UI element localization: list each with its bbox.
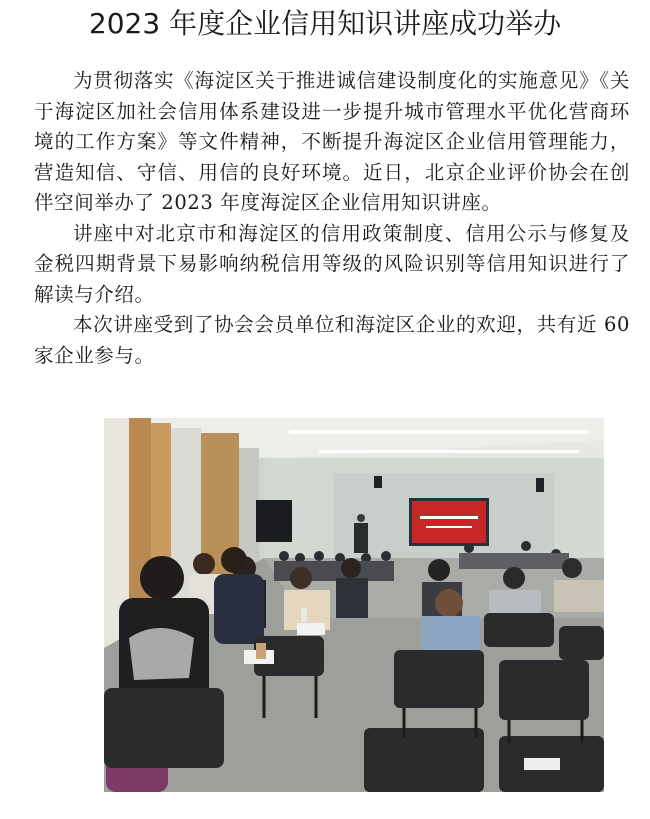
article-title: 2023 年度企业信用知识讲座成功举办 [88,7,562,40]
paragraph-attendance: 本次讲座受到了协会会员单位和海淀区企业的欢迎，共有近 60 家企业参与。 [34,313,630,367]
article-body [34,66,630,371]
paragraph-intro: 为贯彻落实《海淀区关于推进诚信建设制度化的实施意见》《关于海淀区加社会信用体系建设进一步提升城市管理水平优化营商环境的工作方案》等文件精神，不断提升海淀区企业信用管理能力，营造知信、守信、用信的良好环境。近日，北京企业评价协会在创伴空间举办了 2023 年度海淀区企业信用知识讲座。 [34,69,630,214]
paragraph-content: 讲座中对北京市和海淀区的信用政策制度、信用公示与修复及金税四期背景下易影响纳税信用等级的风险识别等信用知识进行了解读与介绍。 [34,221,630,306]
lecture-photo [104,418,604,792]
